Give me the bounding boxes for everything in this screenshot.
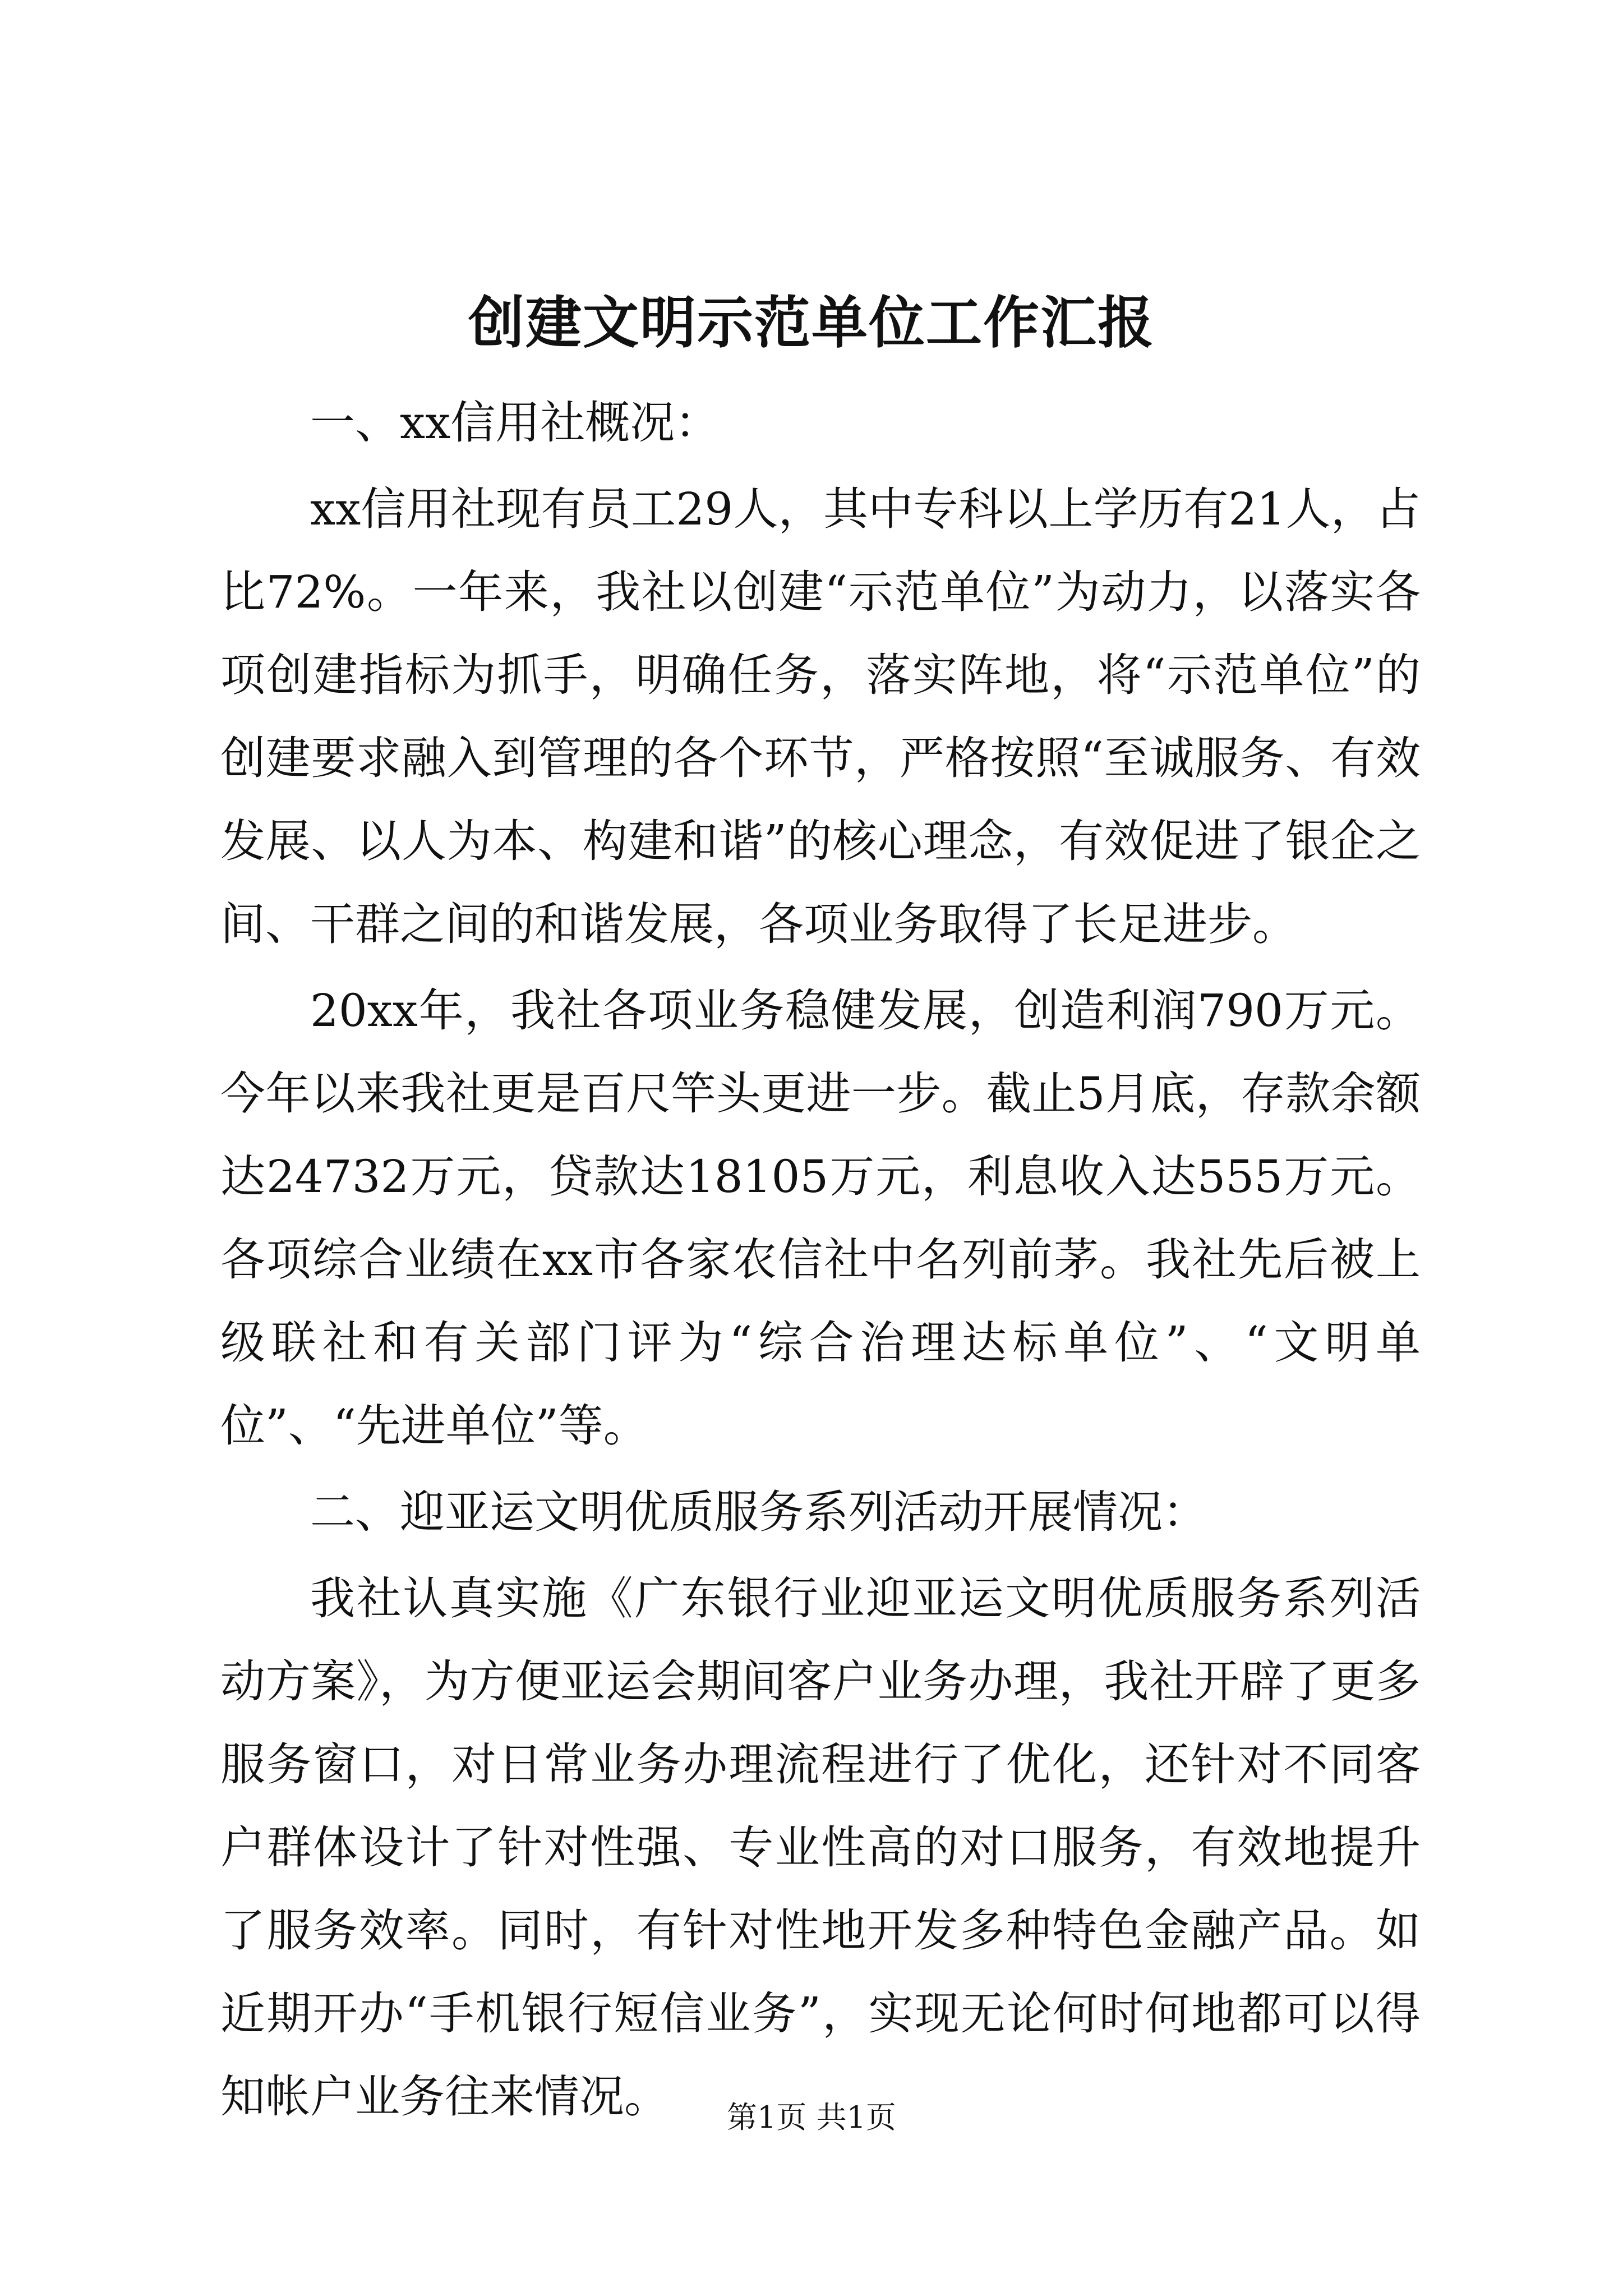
document-body bbox=[220, 381, 1421, 2138]
section-heading-overview: 一、xx信用社概况： bbox=[310, 397, 720, 449]
document-title: 创建文明示范单位工作汇报 bbox=[468, 289, 1155, 356]
paragraph-overview: xx信用社现有员工29人，其中专科以上学历有21人，占比72%。一年来，我社以创建“示范单位”为动力，以落实各项创建指标为抓手，明确任务，落实阵地，将“示范单位”的创建要求融入到管理的各个环节，严格按照“至诚服务、有效发展、以人为本、构建和谐”的核心理念，有效促进了银企之间、干群之间的和谐发展，各项业务取得了长足进步。 bbox=[220, 483, 1421, 950]
page-footer: 第1页 共1页 bbox=[727, 2100, 896, 2135]
paragraph-activities: 我社认真实施《广东银行业迎亚运文明优质服务系列活动方案》，为方便亚运会期间客户业务办理，我社开辟了更多服务窗口，对日常业务办理流程进行了优化，还针对不同客户群体设计了针对性强、专业性高的对口服务，有效地提升了服务效率。同时，有针对性地开发多种特色金融产品。如近期开办“手机银行短信业务”，实现无论何时何地都可以得知帐户业务往来情况。 bbox=[220, 1572, 1421, 2123]
section-heading-activities: 二、迎亚运文明优质服务系列活动开展情况： bbox=[310, 1486, 1207, 1538]
paragraph-performance: 20xx年，我社各项业务稳健发展，创造利润790万元。今年以来我社更是百尺竿头更进一步。截止5月底，存款余额达24732万元，贷款达18105万元，利息收入达555万元。各项综合业绩在xx市各家农信社中名列前茅。我社先后被上级联社和有关部门评为“综合治理达标单位”、“文明单位”、“先进单位”等。 bbox=[220, 984, 1421, 1452]
